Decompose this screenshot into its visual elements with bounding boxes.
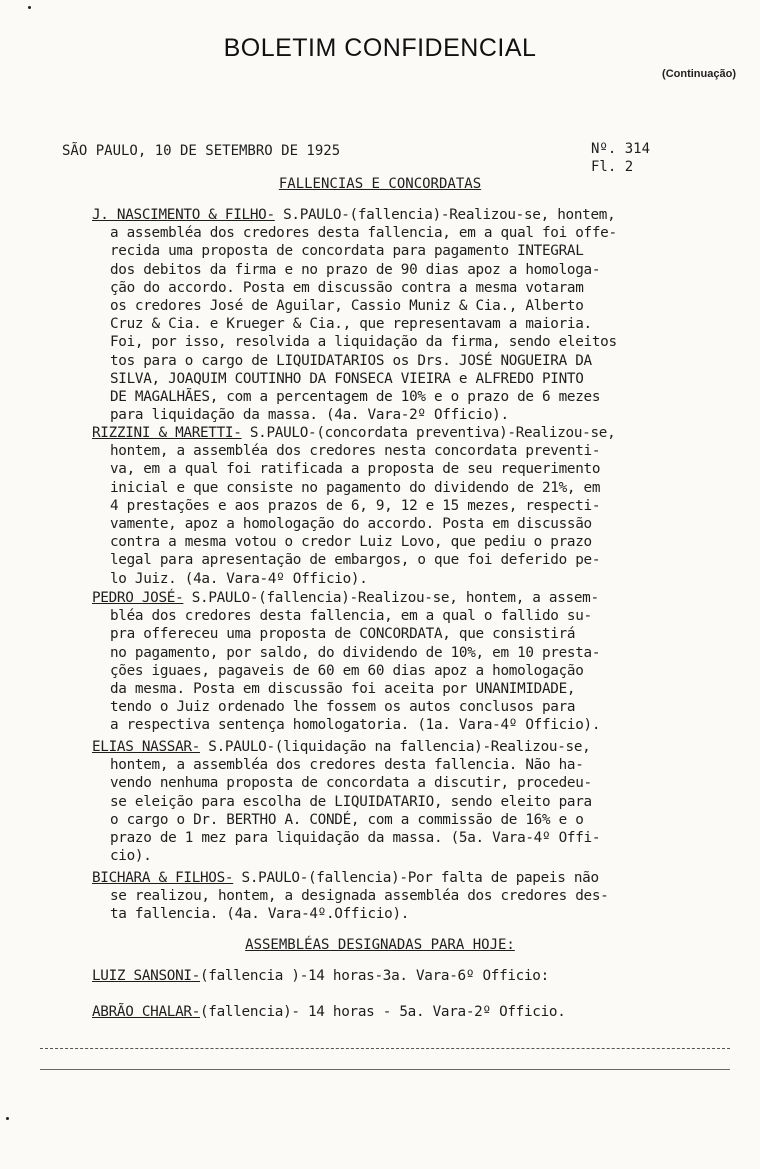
entry-nascimento: [92, 206, 698, 424]
entry-line: lo Juiz. (4a. Vara-4º Officio).: [110, 570, 368, 587]
document-number-block: [591, 140, 650, 176]
entry-line: os credores José de Aguilar, Cassio Muniz & Cia., Alberto: [110, 298, 584, 315]
continuation-note: (Continuação): [662, 68, 736, 80]
entry-line: tos para o cargo de LIQUIDATARIOS os Drs. JOSÉ NOGUEIRA DA: [110, 352, 592, 369]
entry-line: bléa dos credores desta fallencia, em a qual o fallido su-: [110, 608, 592, 625]
entry-line: legal para apresentação de embargos, o que foi deferido pe-: [110, 552, 601, 569]
entry-line: ção do accordo. Posta em discussão contra a mesma votaram: [110, 279, 584, 296]
entry-heading: ELIAS NASSAR-: [92, 739, 200, 755]
entry-line: 4 prestações e aos prazos de 6, 9, 12 e 15 mezes, respecti-: [110, 497, 601, 514]
dateline: SÃO PAULO, 10 DE SETEMBRO DE 1925: [62, 143, 341, 159]
entry-line: DE MAGALHÃES, com a percentagem de 10% e o prazo de 6 mezes: [110, 389, 601, 406]
entry-line: va, em a qual foi ratificada a proposta de seu requerimento: [110, 461, 601, 478]
entry-first-line: ELIAS NASSAR- S.PAULO-(liquidação na fallencia)-Realizou-se,: [92, 739, 591, 755]
assembly-text: (fallencia )-14 horas-3a. Vara-6º Officio:: [200, 968, 549, 984]
entry-heading: J. NASCIMENTO & FILHO-: [92, 207, 275, 223]
section-heading-assembleas: [0, 937, 760, 953]
entry-line: hontem, a assembléa dos credores nesta concordata preventi-: [110, 443, 601, 460]
entry-heading: RIZZINI & MARETTI-: [92, 425, 242, 441]
entry-line: ções iguaes, pagaveis de 60 em 60 dias apoz a homologação: [110, 662, 584, 679]
entry-line: no pagamento, por saldo, do dividendo de 10%, em 10 presta-: [110, 644, 601, 661]
entry-line: cio).: [110, 848, 152, 865]
entry-line: o cargo o Dr. BERTHO A. CONDÉ, com a commissão de 16% e o: [110, 811, 584, 828]
entry-line: a respectiva sentença homologatoria. (1a. Vara-4º Officio).: [110, 717, 601, 734]
entry-line: contra a mesma votou o credor Luiz Lovo, que pediu o prazo: [110, 534, 592, 551]
footer-rule-dashed: [40, 1048, 730, 1049]
entry-line: ta fallencia. (4a. Vara-4º.Officio).: [110, 906, 410, 923]
entry-line: inicial e que consiste no pagamento do dividendo de 21%, em: [110, 479, 601, 496]
section-heading-text: ASSEMBLÉAS DESIGNADAS PARA HOJE:: [245, 937, 515, 953]
section-heading-text: FALLENCIAS E CONCORDATAS: [278, 176, 482, 192]
footer-rule-solid: [40, 1069, 730, 1070]
entry-rizzini: [92, 424, 698, 588]
entry-line: a assembléa dos credores desta fallencia, em a qual foi offe-: [110, 225, 617, 242]
entry-line: hontem, a assembléa dos credores desta fallencia. Não ha-: [110, 757, 584, 774]
entry-elias-nassar: [92, 738, 698, 865]
entry-line: se eleição para escolha de LIQUIDATARIO, sendo eleito para: [110, 793, 592, 810]
entry-pedro-jose: [92, 589, 698, 735]
entry-line: da mesma. Posta em discussão foi aceita por UNANIMIDADE,: [110, 681, 576, 698]
bulletin-title: BOLETIM CONFIDENCIAL: [223, 34, 537, 62]
entry-first-line: PEDRO JOSÉ- S.PAULO-(fallencia)-Realizou-se, hontem, a assem-: [92, 590, 599, 606]
entry-line: dos debitos da firma e no prazo de 90 dias apoz a homologa-: [110, 261, 601, 278]
entry-line: pra offereceu uma proposta de CONCORDATA, que consistirá: [110, 626, 576, 643]
entry-line: prazo de 1 mez para liquidação da massa. (5a. Vara-4º Offi-: [110, 830, 601, 847]
document-number: Nº. 314: [591, 141, 651, 157]
entry-line: tendo o Juiz ordenado lhe fossem os autos conclusos para: [110, 699, 576, 716]
entry-line: vamente, apoz a homologação do accordo. Posta em discussão: [110, 516, 592, 533]
assembly-text: (fallencia)- 14 horas - 5a. Vara-2º Officio.: [200, 1004, 566, 1020]
entry-line: se realizou, hontem, a designada assembléa dos credores des-: [110, 888, 609, 905]
assembly-item-sansoni: [92, 968, 549, 984]
entry-first-line: BICHARA & FILHOS- S.PAULO-(fallencia)-Por falta de papeis não: [92, 870, 599, 886]
assembly-heading: LUIZ SANSONI-: [92, 968, 200, 984]
entry-line: recida uma proposta de concordata para pagamento INTEGRAL: [110, 243, 584, 260]
assembly-item-chalar: [92, 1004, 566, 1020]
entry-line: SILVA, JOAQUIM COUTINHO DA FONSECA VIEIRA e ALFREDO PINTO: [110, 370, 584, 387]
scan-speck: [6, 1117, 9, 1120]
entry-line: Foi, por isso, resolvida a liquidação da firma, sendo eleitos: [110, 334, 617, 351]
entry-heading: BICHARA & FILHOS-: [92, 870, 234, 886]
entry-first-line: RIZZINI & MARETTI- S.PAULO-(concordata preventiva)-Realizou-se,: [92, 425, 616, 441]
assembly-heading: ABRÃO CHALAR-: [92, 1004, 200, 1020]
folio: Fl. 2: [591, 159, 634, 175]
entry-first-line: J. NASCIMENTO & FILHO- S.PAULO-(fallencia)-Realizou-se, hontem,: [92, 207, 616, 223]
entry-heading: PEDRO JOSÉ-: [92, 590, 184, 606]
section-heading-fallencias: [0, 176, 760, 192]
scan-speck: [28, 6, 31, 9]
entry-line: Cruz & Cia. e Krueger & Cia., que representavam a maioria.: [110, 316, 592, 333]
entry-line: vendo nenhuma proposta de concordata a discutir, procedeu-: [110, 775, 592, 792]
entry-line: para liquidação da massa. (4a. Vara-2º Officio).: [110, 407, 509, 424]
entry-bichara: [92, 869, 698, 924]
